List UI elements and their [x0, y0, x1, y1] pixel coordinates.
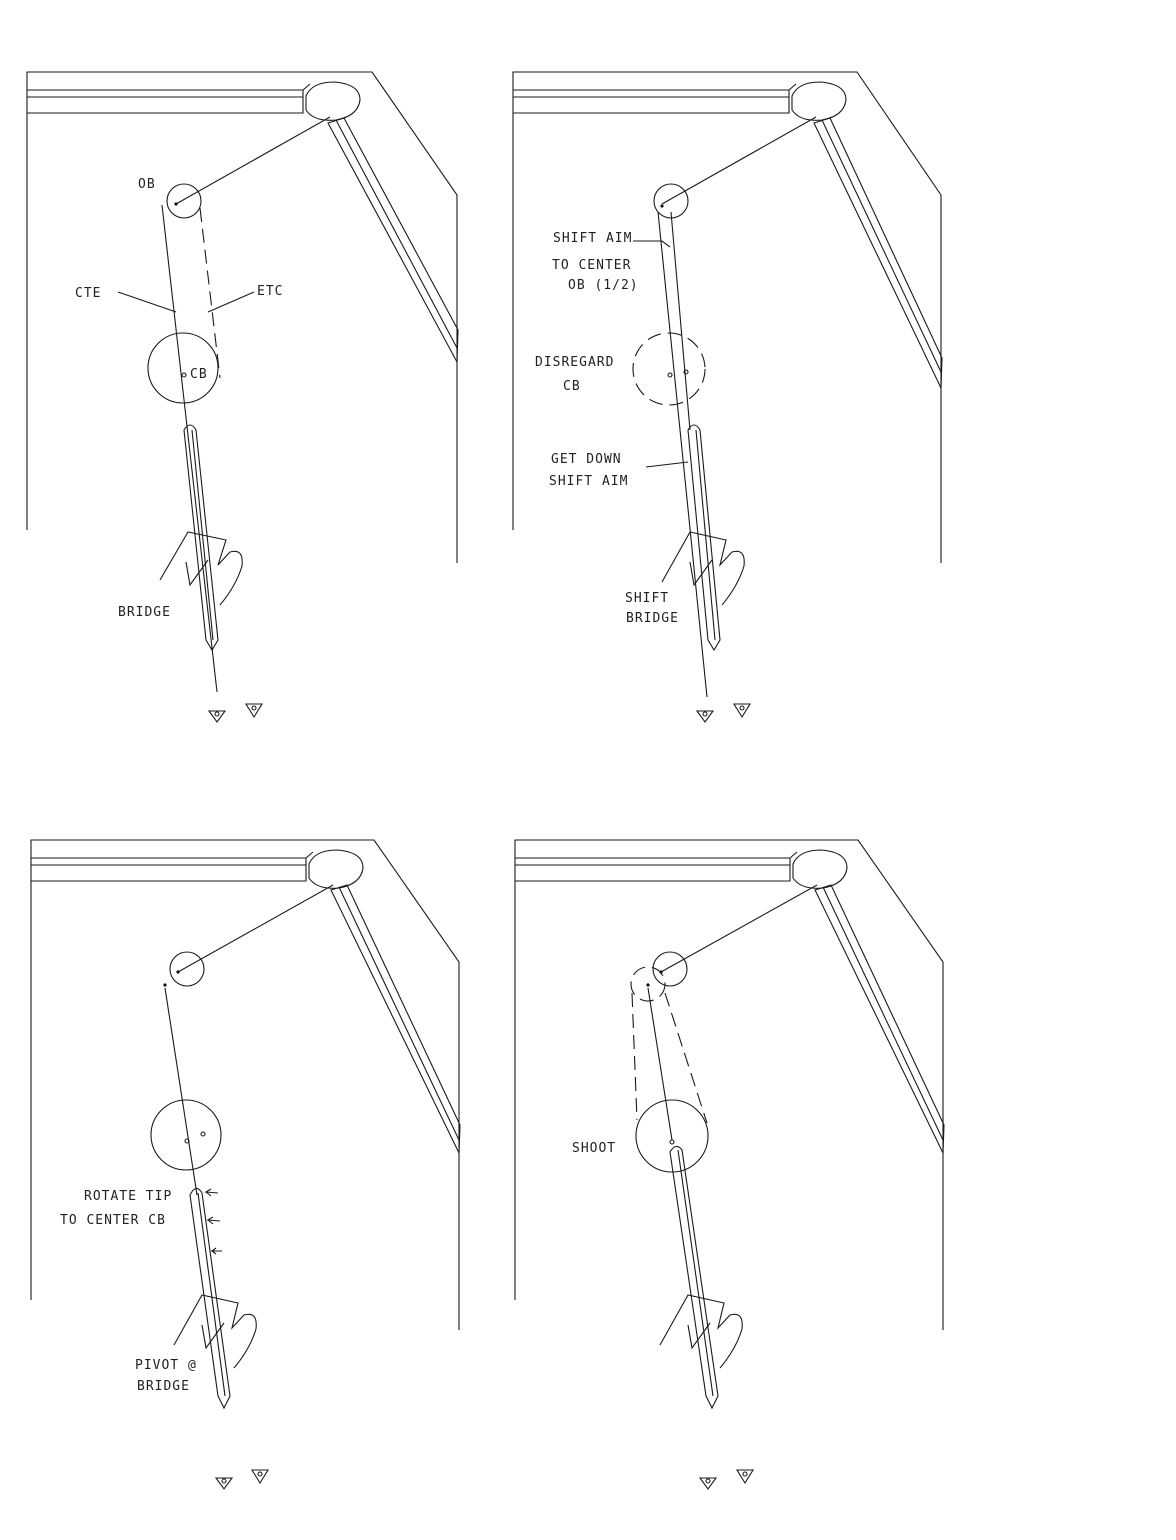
pocket [309, 850, 363, 888]
label-shift-bridge-1: SHIFT [625, 591, 670, 606]
label-cb: CB [190, 367, 208, 382]
bridge-hand [660, 1295, 742, 1368]
aim-line-edge [671, 212, 690, 430]
panel-1 [27, 72, 458, 722]
object-ball [653, 952, 687, 986]
panel-3 [31, 840, 460, 1489]
label-cte: CTE [75, 286, 102, 301]
label-get-down-1: GET DOWN [551, 452, 622, 467]
label-shift-bridge-2: BRIDGE [626, 611, 679, 626]
eye-icons [216, 1470, 268, 1489]
eye-icons [209, 704, 262, 722]
label-rotate-1: ROTATE TIP [84, 1189, 173, 1204]
eye-icons [697, 704, 750, 722]
label-disregard-2: CB [563, 379, 581, 394]
label-ob: OB [138, 177, 156, 192]
etc-pointer [208, 292, 254, 312]
cue-stick [670, 1146, 718, 1408]
pocket-line [176, 117, 330, 204]
etc-line [200, 208, 220, 378]
object-ball-dot [176, 970, 179, 973]
ghost-ball-dot [646, 983, 649, 986]
object-ball [167, 184, 201, 218]
get-down-pointer [646, 462, 688, 467]
shot-line [648, 988, 672, 1140]
object-ball-dot [659, 970, 662, 973]
cue-ball-dot-shift [201, 1132, 205, 1136]
object-ball-edge-dot [174, 202, 177, 205]
label-shoot: SHOOT [572, 1141, 617, 1156]
table-outline [27, 72, 458, 563]
aim-start-dot [163, 983, 166, 986]
label-shift-aim-1: SHIFT AIM [553, 231, 633, 246]
label-rotate-2: TO CENTER CB [60, 1213, 166, 1228]
aim-line [165, 988, 197, 1195]
label-pivot-2: BRIDGE [137, 1379, 190, 1394]
label-shift-aim-2: TO CENTER [552, 258, 632, 273]
label-bridge: BRIDGE [118, 605, 171, 620]
cte-dash-left [632, 993, 637, 1120]
label-disregard-1: DISREGARD [535, 355, 615, 370]
cue-ball-dot [668, 373, 672, 377]
eye-icons [700, 1470, 753, 1489]
panel-2 [513, 72, 942, 722]
table-outline [31, 840, 460, 1330]
ghost-cue-ball [633, 333, 705, 405]
pocket [306, 82, 360, 120]
cue-ball-dot [670, 1140, 674, 1144]
pocket [792, 82, 846, 120]
cte-dash-right [665, 993, 707, 1123]
table-outline [513, 72, 942, 563]
cte-pointer [118, 292, 176, 312]
rotate-arrows [206, 1189, 222, 1254]
object-ball-edge-dot [660, 204, 663, 207]
shift-aim-pointer [633, 241, 670, 247]
object-ball [170, 952, 204, 986]
cue-ball-dot [182, 373, 186, 377]
cue-ball [151, 1100, 221, 1170]
label-get-down-2: SHIFT AIM [549, 474, 629, 489]
label-pivot-1: PIVOT @ [135, 1358, 197, 1373]
label-shift-aim-3: OB (1/2) [568, 278, 639, 293]
panel-4 [515, 840, 944, 1489]
cue-ball [636, 1100, 708, 1172]
pocket-line [661, 885, 817, 972]
pocket [793, 850, 847, 888]
table-outline [515, 840, 944, 1330]
label-etc: ETC [257, 284, 284, 299]
